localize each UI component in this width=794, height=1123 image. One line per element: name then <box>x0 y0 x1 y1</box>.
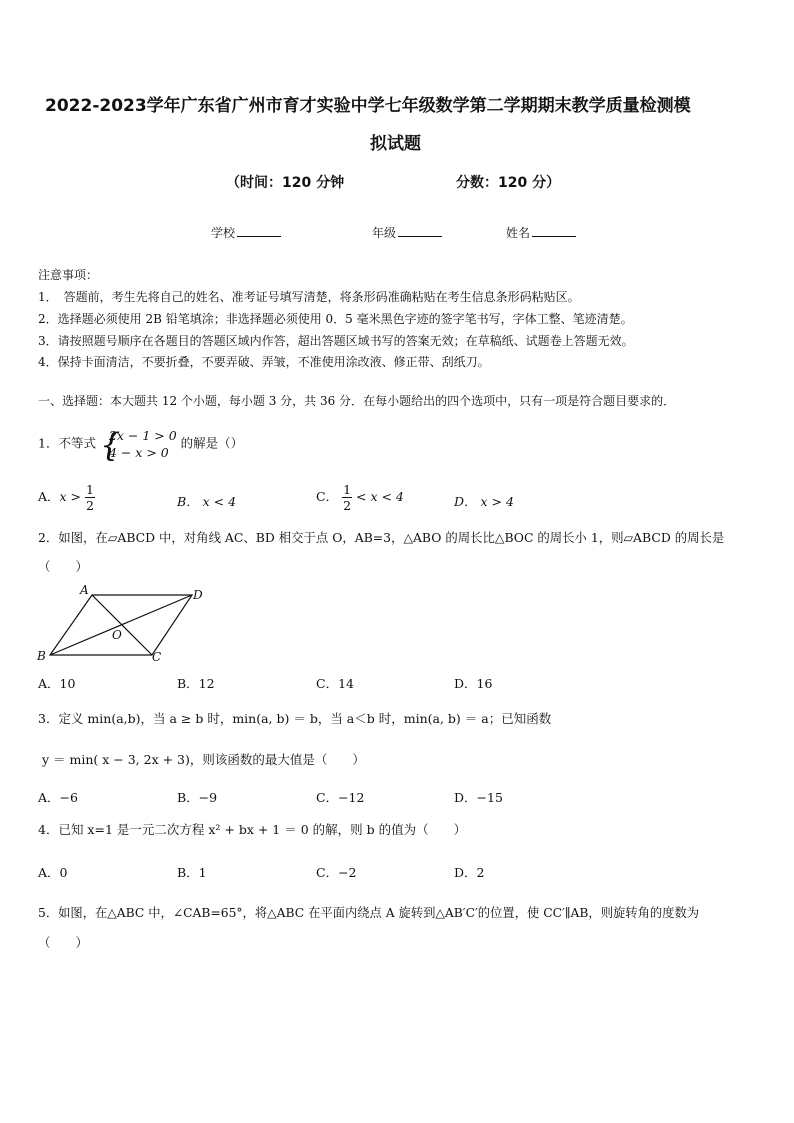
inequality-system <box>99 426 177 464</box>
q5-paren: （ ） <box>38 935 89 950</box>
school-field <box>211 224 281 241</box>
denominator: 2 <box>343 498 352 513</box>
exam-title-line2: 拟试题 <box>370 134 421 154</box>
option-a-lhs: x > <box>59 489 82 504</box>
vertex-label-d: D <box>193 588 203 602</box>
time-label: （时间：120 分钟 <box>226 175 345 191</box>
option-c: C．14 <box>316 676 354 691</box>
inequality-1: 2x − 1 > 0 <box>108 428 177 443</box>
grade-label: 年级 <box>372 226 397 240</box>
option-c <box>316 482 404 513</box>
vertex-label-b: B <box>37 649 46 663</box>
option-b: B．12 <box>177 676 215 691</box>
score-label: 分数：120 分） <box>456 175 561 191</box>
question-1 <box>38 426 244 464</box>
option-d: D．16 <box>454 676 493 691</box>
option-a: A．0 <box>38 865 68 880</box>
question-3-line2: y ＝ min( x − 3, 2x + 3)，则该函数的最大值是（ ） <box>42 752 365 767</box>
option-c: C．−12 <box>316 790 365 805</box>
note-item: 4．保持卡面清洁，不要折叠，不要弄破、弄皱，不准使用涂改液、修正带、刮纸刀。 <box>38 355 490 369</box>
fraction <box>85 482 95 513</box>
option-b: B．1 <box>177 865 207 880</box>
school-label: 学校 <box>211 226 236 240</box>
denominator: 2 <box>86 498 94 513</box>
note-item: 3．请按照题号顺序在各题目的答题区域内作答，超出答题区域书写的答案无效；在草稿纸、试题卷上答题无效。 <box>38 334 634 348</box>
question-5: 5．如图，在△ABC 中，∠CAB=65°，将△ABC 在平面内绕点 A 旋转到△AB′C′的位置，使 CC′∥AB，则旋转角的度数为 <box>38 906 700 920</box>
grade-field <box>372 224 442 241</box>
option-c: C．−2 <box>316 865 357 880</box>
q1-suffix: 的解是（） <box>180 435 244 451</box>
question-4: 4．已知 x=1 是一元二次方程 x² + bx + 1 ＝ 0 的解，则 b 的值为（ ） <box>38 822 467 837</box>
option-b: B．−9 <box>177 790 218 805</box>
vertex-label-c: C <box>152 650 162 664</box>
name-blank <box>532 236 576 237</box>
grade-blank <box>398 236 442 237</box>
name-field <box>506 224 576 241</box>
numerator: 1 <box>343 482 352 497</box>
q1-prefix: 1．不等式 <box>38 435 96 451</box>
q2-paren: （ ） <box>38 559 89 574</box>
option-c-label: C． <box>316 489 339 504</box>
option-a: A．10 <box>38 676 76 691</box>
name-label: 姓名 <box>506 226 531 240</box>
question-3: 3．定义 min(a,b)，当 a ≥ b 时，min(a, b) ＝ b，当 a＜b 时，min(a, b) ＝ a；已知函数 <box>38 711 552 726</box>
fraction <box>342 482 352 513</box>
vertex-label-o: O <box>112 628 122 642</box>
numerator: 1 <box>86 482 94 497</box>
option-a-label: A． <box>38 489 60 504</box>
exam-title-line1: 2022-2023学年广东省广州市育才实验中学七年级数学第二学期期末教学质量检测模 <box>45 96 691 116</box>
notes-heading: 注意事项： <box>38 268 99 282</box>
note-item: 1． 答题前，考生先将自己的姓名、准考证号填写清楚，将条形码准确粘贴在考生信息条形码粘贴区。 <box>38 290 580 304</box>
parallelogram-figure <box>34 583 214 665</box>
brace-icon: { <box>99 426 121 464</box>
option-d: D．2 <box>454 865 485 880</box>
option-d: D． x > 4 <box>454 494 514 509</box>
school-blank <box>237 236 281 237</box>
option-a <box>38 482 95 513</box>
vertex-label-a: A <box>80 583 89 597</box>
note-item: 2．选择题必须使用 2B 铅笔填涂；非选择题必须使用 0．5 毫米黑色字迹的签字笔书写，字体工整、笔迹清楚。 <box>38 312 633 326</box>
option-a: A．−6 <box>38 790 78 805</box>
option-b: B． x < 4 <box>177 494 237 509</box>
option-d: D．−15 <box>454 790 503 805</box>
inequality-2: 4 − x > 0 <box>108 445 169 460</box>
section-heading: 一、选择题：本大题共 12 个小题，每小题 3 分，共 36 分．在每小题给出的四个选项中，只有一项是符合题目要求的． <box>38 394 676 408</box>
option-c-rhs: < x < 4 <box>356 489 404 504</box>
question-2: 2．如图，在▱ABCD 中，对角线 AC、BD 相交于点 O，AB=3，△ABO 的周长比△BOC 的周长小 1，则▱ABCD 的周长是 <box>38 530 725 545</box>
